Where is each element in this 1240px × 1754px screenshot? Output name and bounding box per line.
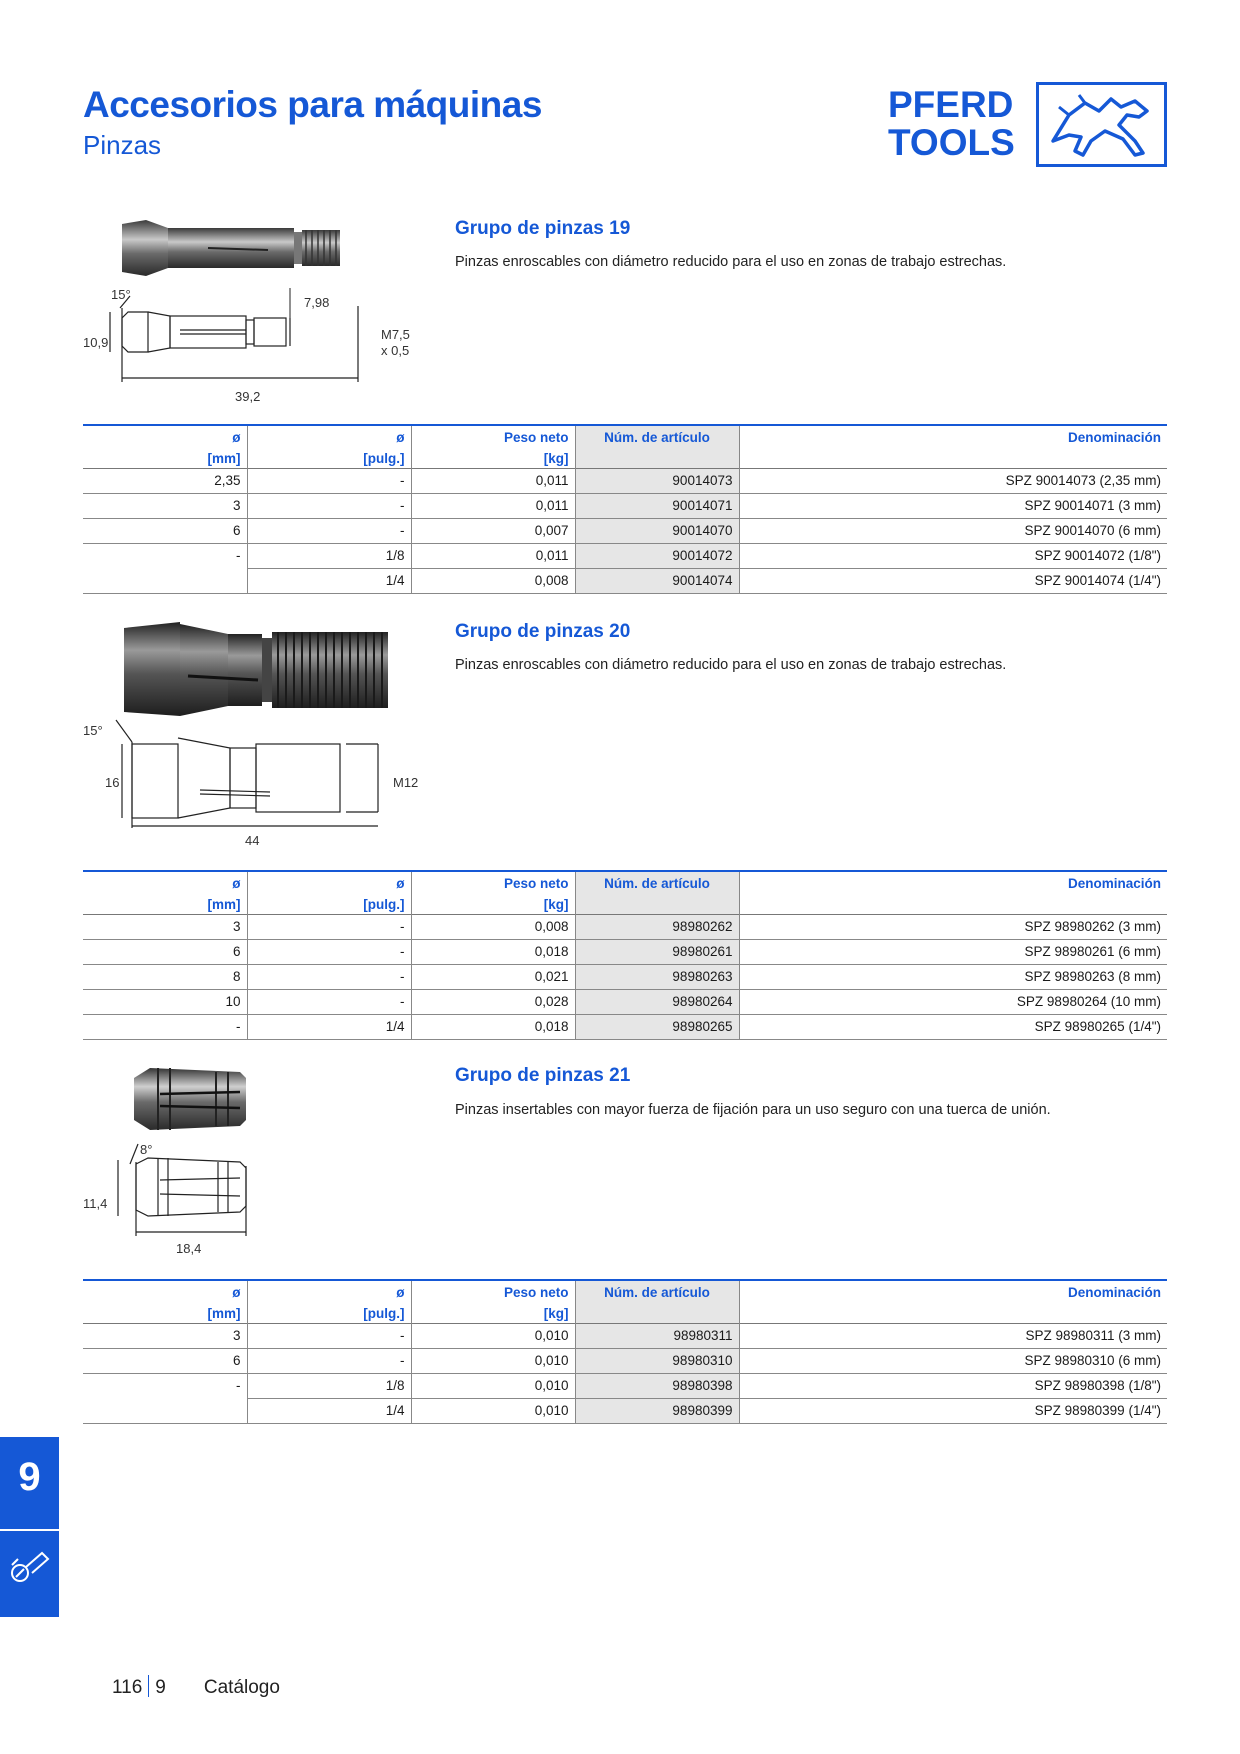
dim-thread: M7,5 [381, 327, 410, 342]
dim-height: 16 [105, 775, 120, 790]
group-20-description: Pinzas enroscables con diámetro reducido para el uso en zonas de trabajo estrechas. [455, 657, 1007, 673]
table-row: - 1/8 0,011 90014072 SPZ 90014072 (1/8") [83, 544, 1167, 569]
col-denominacion: Denominación [739, 425, 1167, 447]
dim-d1: 7,98 [304, 295, 330, 310]
group-19-description: Pinzas enroscables con diámetro reducido para el uso en zonas de trabajo estrechas. [455, 254, 1007, 270]
dim-thread: M12 [393, 775, 419, 790]
table-row: 2,35 - 0,011 90014073 SPZ 90014073 (2,35 mm) [83, 469, 1167, 494]
angle-grinder-icon [8, 1547, 52, 1587]
page-footer [112, 1675, 280, 1699]
collet-21-drawing [100, 1136, 260, 1236]
table-row: 3 - 0,010 98980311 SPZ 98980311 (3 mm) [83, 1324, 1167, 1349]
collet-19-drawing [100, 288, 380, 398]
table-row: 6 - 0,010 98980310 SPZ 98980310 (6 mm) [83, 1349, 1167, 1374]
group-20-title: Grupo de pinzas 20 [455, 621, 631, 642]
collet-20-drawing [100, 708, 400, 838]
page-number: 116 [112, 1677, 143, 1698]
page-title: Accesorios para máquinas [83, 84, 542, 125]
logo-text: PFERD TOOLS [888, 84, 1015, 163]
dim-height: 10,9 [83, 335, 109, 350]
table-row: 3 - 0,008 98980262 SPZ 98980262 (3 mm) [83, 915, 1167, 940]
group-21-table: ø ø Peso neto Núm. de artículo Denominación [mm] [pulg.] [kg] 3 - 0,010 98980311 SPZ 98980311 (3 mm) 6 - 0,010 98980310 SPZ 98980310 (6 mm) - 1/8 0,010 98980398 SPZ 98980398 (1/8") 1/4 0,010 98980399 SPZ 98980399 (1/4") [83, 1279, 1167, 1424]
table-row: 1/4 0,010 98980399 SPZ 98980399 (1/4") [83, 1399, 1167, 1424]
footer-divider [148, 1675, 149, 1697]
collet-21-photo [130, 1064, 250, 1134]
group-21-description: Pinzas insertables con mayor fuerza de fijación para un uso seguro con una tuerca de unión. [455, 1102, 1051, 1118]
table-row: 8 - 0,021 98980263 SPZ 98980263 (8 mm) [83, 965, 1167, 990]
group-19-table: ø ø Peso neto Núm. de artículo Denominación [mm] [pulg.] [kg] 2,35 - 0,011 90014073 SPZ 90014073 (2,35 mm) 3 - 0,011 90014071 SPZ 90014071 (3 mm) 6 - 0,007 90014070 SPZ 90014070 (6 mm) - 1/8 0,011 90014072 SPZ 90014072 (1/8") 1/4 0,008 90014074 SPZ 90014074 (1/4") [83, 424, 1167, 594]
table-row: 10 - 0,028 98980264 SPZ 98980264 (10 mm) [83, 990, 1167, 1015]
group-19-title: Grupo de pinzas 19 [455, 218, 631, 239]
chapter-ref: 9 [155, 1677, 166, 1698]
page-subtitle: Pinzas [83, 130, 162, 160]
dim-length: 44 [245, 833, 260, 848]
table-row: 3 - 0,011 90014071 SPZ 90014071 (3 mm) [83, 494, 1167, 519]
group-20-table: ø ø Peso neto Núm. de artículo Denominación [mm] [pulg.] [kg] 3 - 0,008 98980262 SPZ 98980262 (3 mm) 6 - 0,018 98980261 SPZ 98980261 (6 mm) 8 - 0,021 98980263 SPZ 98980263 (8 mm) 10 - 0,028 98980264 SPZ 98980264 (10 mm) - 1/4 0,018 98980265 SPZ 98980265 (1/4") [83, 870, 1167, 1040]
col-peso: Peso neto [411, 425, 575, 447]
collet-19-photo [118, 218, 368, 278]
chapter-number: 9 [18, 1455, 41, 1499]
table-row: 6 - 0,018 98980261 SPZ 98980261 (6 mm) [83, 940, 1167, 965]
dim-pitch: x 0,5 [381, 343, 410, 358]
table-row: 6 - 0,007 90014070 SPZ 90014070 (6 mm) [83, 519, 1167, 544]
horse-logo-icon [1036, 82, 1167, 167]
catalog-label: Catálogo [203, 1677, 280, 1698]
dim-angle: 8° [140, 1142, 153, 1157]
group-21-title: Grupo de pinzas 21 [455, 1065, 631, 1086]
col-diam-pulg: ø [247, 425, 411, 447]
dim-angle: 15° [83, 723, 103, 738]
pferd-logo [888, 82, 1168, 168]
col-articulo: Núm. de artículo [575, 425, 739, 447]
dim-length: 39,2 [235, 389, 261, 404]
collet-20-photo [118, 620, 398, 720]
table-row: 1/4 0,008 90014074 SPZ 90014074 (1/4") [83, 569, 1167, 594]
table-row: - 1/4 0,018 98980265 SPZ 98980265 (1/4") [83, 1015, 1167, 1040]
chapter-tab [0, 1437, 59, 1617]
chapter-divider [0, 1529, 59, 1531]
col-diam-mm: ø [232, 430, 241, 445]
dim-angle: 15° [111, 287, 131, 302]
table-row: - 1/8 0,010 98980398 SPZ 98980398 (1/8") [83, 1374, 1167, 1399]
dim-length: 18,4 [176, 1241, 202, 1256]
dim-height: 11,4 [83, 1196, 108, 1211]
